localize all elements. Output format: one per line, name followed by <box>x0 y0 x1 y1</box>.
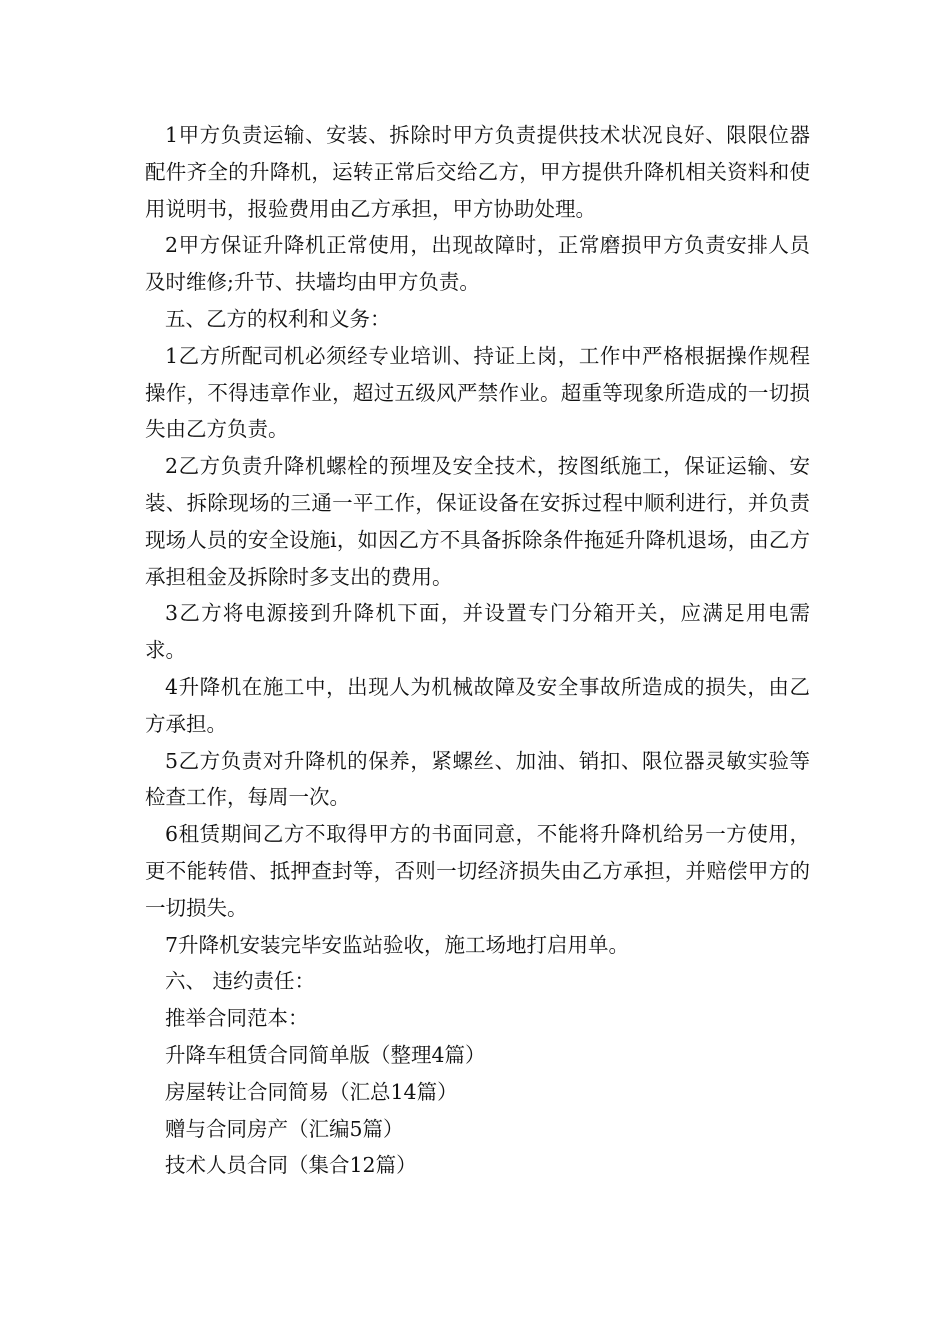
paragraph-party-a-clause-1: 1甲方负责运输、安装、拆除时甲方负责提供技术状况良好、限限位器配件齐全的升降机，运转正常后交给乙方，甲方提供升降机相关资料和使用说明书，报验费用由乙方承担，甲方协助处理。 <box>145 123 810 221</box>
paragraph-party-b-clause-5: 5乙方负责对升降机的保养，紧螺丝、加油、销扣、限位器灵敏实验等检查工作，每周一次。 <box>145 748 810 810</box>
paragraph-party-b-clause-2: 2乙方负责升降机螺栓的预埋及安全技术，按图纸施工，保证运输、安装、拆除现场的三通一平工作，保证设备在安拆过程中顺利进行，并负责现场人员的安全设施i，如因乙方不具备拆除条件拖延升降机退场，由乙方承担租金及拆除时多支出的费用。 <box>145 454 810 589</box>
section-heading-liability: 六、 违约责任： <box>165 969 316 994</box>
paragraph-party-b-clause-1: 1乙方所配司机必须经专业培训、持证上岗，工作中严格根据操作规程操作，不得违章作业，超过五级风严禁作业。超重等现象所造成的一切损失由乙方负责。 <box>145 343 810 442</box>
paragraph-party-b-clause-7: 7升降机安装完毕安监站验收，施工场地打启用单。 <box>165 932 630 957</box>
recommended-link-2[interactable]: 房屋转让合同简易（汇总14篇） <box>165 1079 458 1104</box>
paragraph-party-b-clause-6: 6租赁期间乙方不取得甲方的书面同意，不能将升降机给另一方使用，更不能转借、抵押查封等，否则一切经济损失由乙方承担，并赔偿甲方的一切损失。 <box>145 822 810 920</box>
recommended-link-3[interactable]: 赠与合同房产（汇编5篇） <box>165 1116 404 1141</box>
recommended-link-4[interactable]: 技术人员合同（集合12篇） <box>165 1153 417 1178</box>
section-heading-party-b-rights: 五、乙方的权利和义务： <box>165 306 391 331</box>
document-body <box>145 117 810 1184</box>
paragraph-party-a-clause-2: 2甲方保证升降机正常使用，出现故障时，正常磨损甲方负责安排人员及时维修;升节、扶墙均由甲方负责。 <box>145 233 810 295</box>
recommended-link-1[interactable]: 升降车租赁合同简单版（整理4篇） <box>165 1042 486 1067</box>
paragraph-party-b-clause-3: 3乙方将电源接到升降机下面，并设置专门分箱开关，应满足用电需求。 <box>145 601 810 663</box>
recommended-templates-heading: 推举合同范本： <box>165 1006 309 1031</box>
paragraph-party-b-clause-4: 4升降机在施工中，出现人为机械故障及安全事故所造成的损失，由乙方承担。 <box>145 674 810 736</box>
